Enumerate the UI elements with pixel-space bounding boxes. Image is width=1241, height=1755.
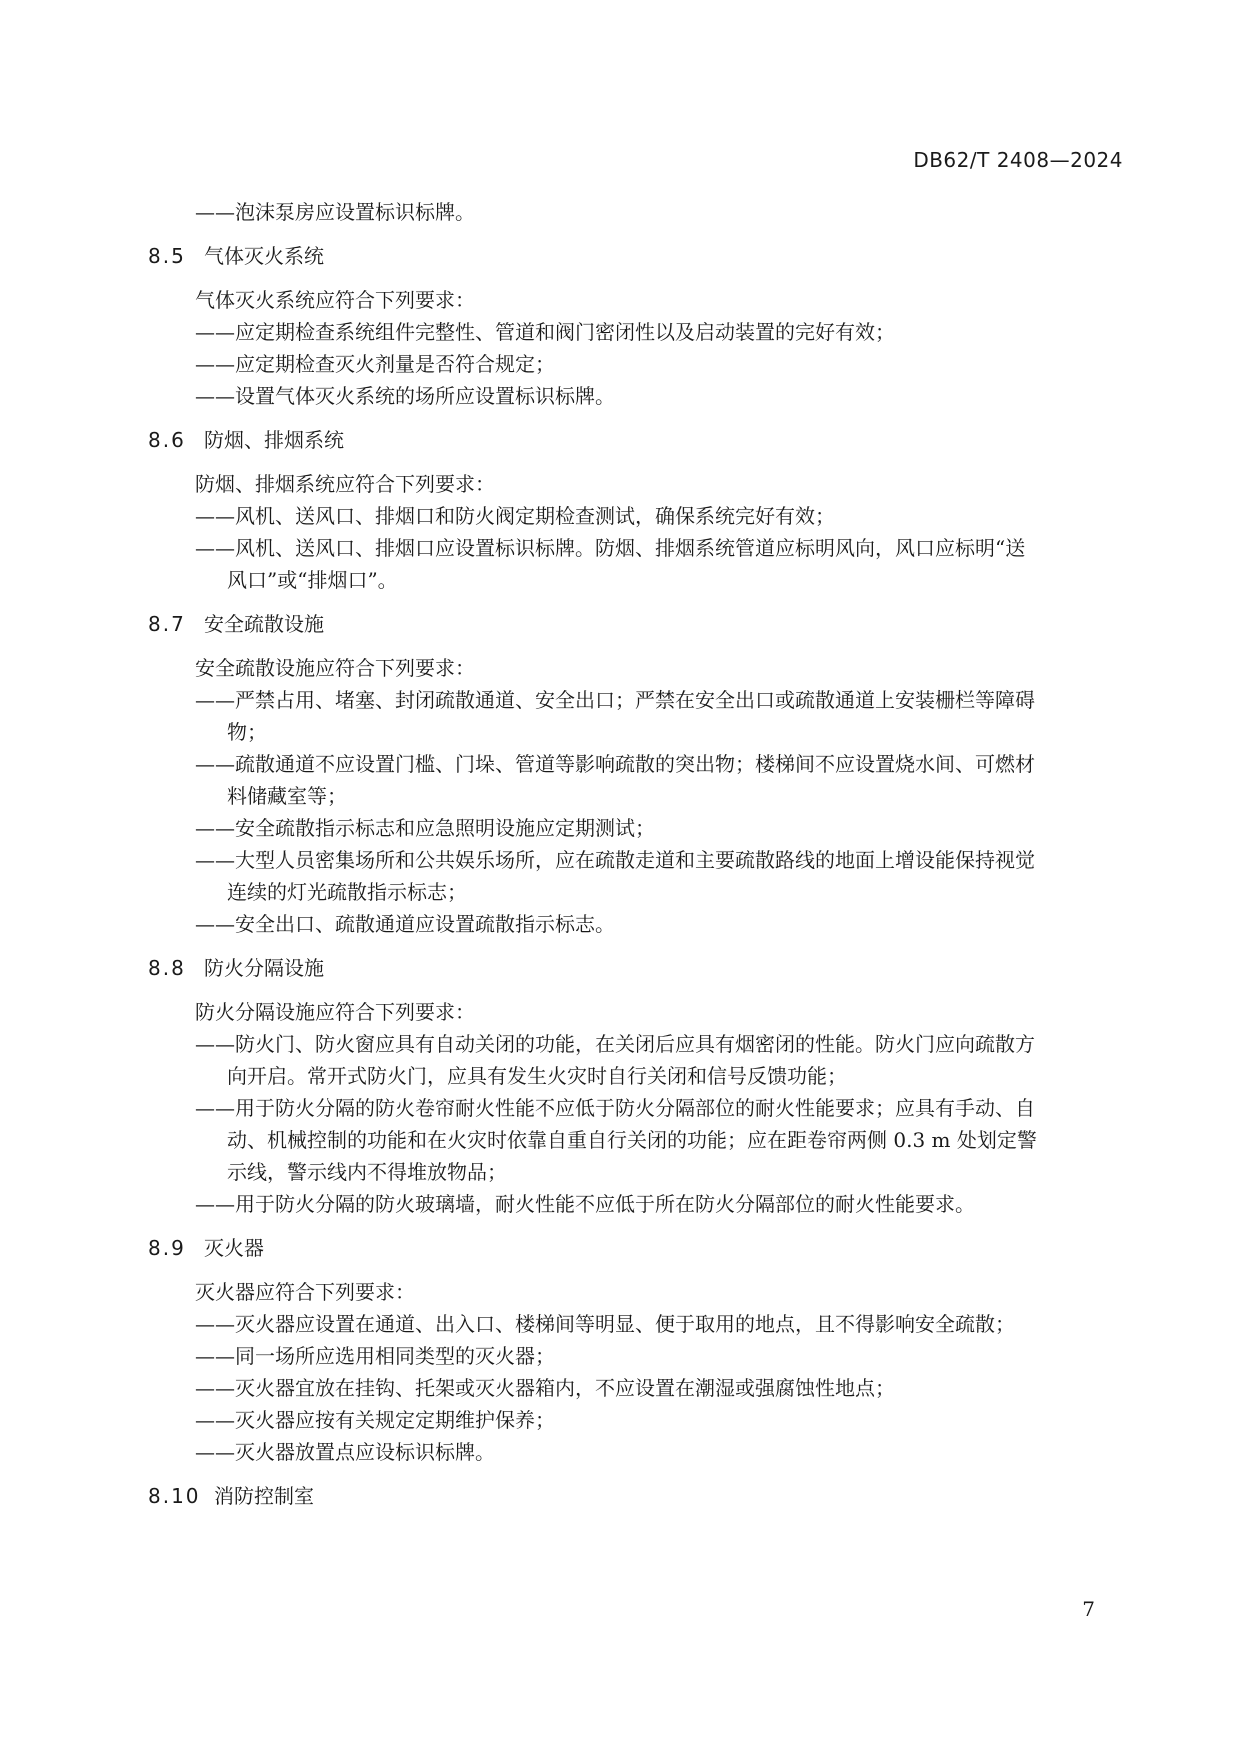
list-item: ——严禁占用、堵塞、封闭疏散通道、安全出口；严禁在安全出口或疏散通道上安装栅栏等障碍 — [195, 688, 1035, 712]
section-heading — [148, 608, 1123, 640]
list-item-continuation: 连续的灯光疏散指示标志； — [227, 880, 467, 904]
list-item-continuation: 向开启。常开式防火门，应具有发生火灾时自行关闭和信号反馈功能； — [227, 1064, 847, 1088]
section-intro: 防火分隔设施应符合下列要求： — [195, 1000, 475, 1024]
list-item: ——安全疏散指示标志和应急照明设施应定期测试； — [195, 816, 655, 840]
list-item: ——防火门、防火窗应具有自动关闭的功能，在关闭后应具有烟密闭的性能。防火门应向疏散方 — [195, 1032, 1035, 1056]
section-number: 8.9 — [148, 1236, 186, 1260]
section-number: 8.10 — [148, 1484, 201, 1508]
document-code: DB62/T 2408—2024 — [913, 148, 1123, 172]
list-item: ——灭火器应按有关规定定期维护保养； — [195, 1408, 555, 1432]
list-item: ——设置气体灭火系统的场所应设置标识标牌。 — [195, 384, 615, 408]
list-item-continuation: 示线，警示线内不得堆放物品； — [227, 1160, 507, 1184]
list-item-continuation: 物； — [227, 720, 267, 744]
section-title: 气体灭火系统 — [204, 244, 324, 268]
section-number: 8.5 — [148, 244, 186, 268]
page-number: 7 — [1082, 1597, 1095, 1621]
list-item: ——应定期检查灭火剂量是否符合规定； — [195, 352, 555, 376]
section-intro: 防烟、排烟系统应符合下列要求： — [195, 472, 495, 496]
section-heading — [148, 1480, 1123, 1512]
section-number: 8.7 — [148, 612, 186, 636]
section-intro: 安全疏散设施应符合下列要求： — [195, 656, 475, 680]
section-heading — [148, 424, 1123, 456]
list-item: ——风机、送风口、排烟口和防火阀定期检查测试，确保系统完好有效； — [195, 504, 835, 528]
section-title: 防烟、排烟系统 — [204, 428, 344, 452]
list-item: ——风机、送风口、排烟口应设置标识标牌。防烟、排烟系统管道应标明风向，风口应标明“送 — [195, 536, 1026, 560]
list-item: ——灭火器应设置在通道、出入口、楼梯间等明显、便于取用的地点，且不得影响安全疏散； — [195, 1312, 1015, 1336]
section-number: 8.6 — [148, 428, 186, 452]
section-intro: 灭火器应符合下列要求： — [195, 1280, 415, 1304]
list-item: ——灭火器宜放在挂钩、托架或灭火器箱内，不应设置在潮湿或强腐蚀性地点； — [195, 1376, 895, 1400]
section-title: 防火分隔设施 — [204, 956, 324, 980]
list-item-continuation: 料储藏室等； — [227, 784, 347, 808]
list-item: ——疏散通道不应设置门槛、门垛、管道等影响疏散的突出物；楼梯间不应设置烧水间、可燃材 — [195, 752, 1035, 776]
section-heading — [148, 1232, 1123, 1264]
list-item-continuation: 动、机械控制的功能和在火灾时依靠自重自行关闭的功能；应在距卷帘两侧 0.3 m 处划定警 — [227, 1128, 1037, 1152]
section-title: 消防控制室 — [214, 1484, 314, 1508]
list-item-continuation: 风口”或“排烟口”。 — [227, 568, 398, 592]
section-intro: 气体灭火系统应符合下列要求： — [195, 288, 475, 312]
list-item: ——用于防火分隔的防火卷帘耐火性能不应低于防火分隔部位的耐火性能要求；应具有手动、自 — [195, 1096, 1035, 1120]
list-item: ——应定期检查系统组件完整性、管道和阀门密闭性以及启动装置的完好有效； — [195, 320, 895, 344]
section-title: 安全疏散设施 — [204, 612, 324, 636]
sections-container — [148, 240, 1123, 1512]
section-heading — [148, 240, 1123, 272]
section-title: 灭火器 — [204, 1236, 264, 1260]
list-item: ——安全出口、疏散通道应设置疏散指示标志。 — [195, 912, 615, 936]
list-item: ——大型人员密集场所和公共娱乐场所，应在疏散走道和主要疏散路线的地面上增设能保持视觉 — [195, 848, 1035, 872]
list-item: ——用于防火分隔的防火玻璃墙，耐火性能不应低于所在防火分隔部位的耐火性能要求。 — [195, 1192, 975, 1216]
section-number: 8.8 — [148, 956, 186, 980]
list-item: ——同一场所应选用相同类型的灭火器； — [195, 1344, 555, 1368]
lead-item: ——泡沫泵房应设置标识标牌。 — [195, 200, 475, 224]
section-heading — [148, 952, 1123, 984]
list-item: ——灭火器放置点应设标识标牌。 — [195, 1440, 495, 1464]
page-content — [148, 196, 1123, 1524]
